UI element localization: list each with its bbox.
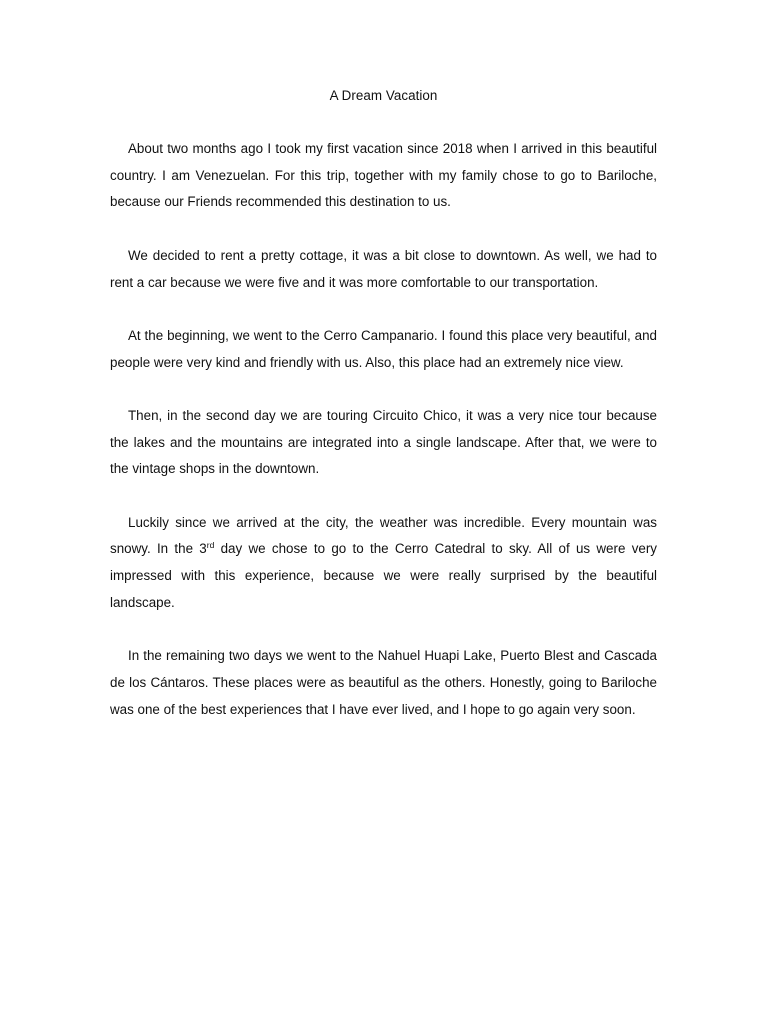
paragraph-5-text-after-ordinal: day we chose to go to the Cerro Catedral to sky. All of us were very impressed with this experience, because we were really surprised by the beautiful landscape. [110,541,657,610]
paragraph-3: At the beginning, we went to the Cerro Campanario. I found this place very beautiful, and people were very kind and friendly with us. Also, this place had an extremely nice view. [110,327,657,370]
paragraph-5-text-before-ordinal: Luckily since we arrived at the city, the weather was incredible. Every mountain was snowy. In the 3 [110,514,657,557]
paragraph-6: In the remaining two days we went to the Nahuel Huapi Lake, Puerto Blest and Cascada de los Cántaros. These places were as beautiful as the others. Honestly, going to Bariloche was one of the best experiences that I have ever lived, and I hope to go again very soon. [110,648,657,717]
paragraph-2: We decided to rent a pretty cottage, it was a bit close to downtown. As well, we had to rent a car because we were five and it was more comfortable to our transportation. [110,247,657,290]
paragraph-4: Then, in the second day we are touring Circuito Chico, it was a very nice tour because the lakes and the mountains are integrated into a single landscape. After that, we were to the vintage shops in the downtown. [110,407,657,477]
paragraph-5 [110,510,657,617]
document-body [110,136,657,723]
paragraph-1: About two months ago I took my first vacation since 2018 when I arrived in this beautiful country. I am Venezuelan. For this trip, together with my family chose to go to Bariloche, because our Friends recommended this destination to us. [110,141,657,210]
document-title: A Dream Vacation [329,88,438,103]
ordinal-suffix: rd [206,539,215,550]
